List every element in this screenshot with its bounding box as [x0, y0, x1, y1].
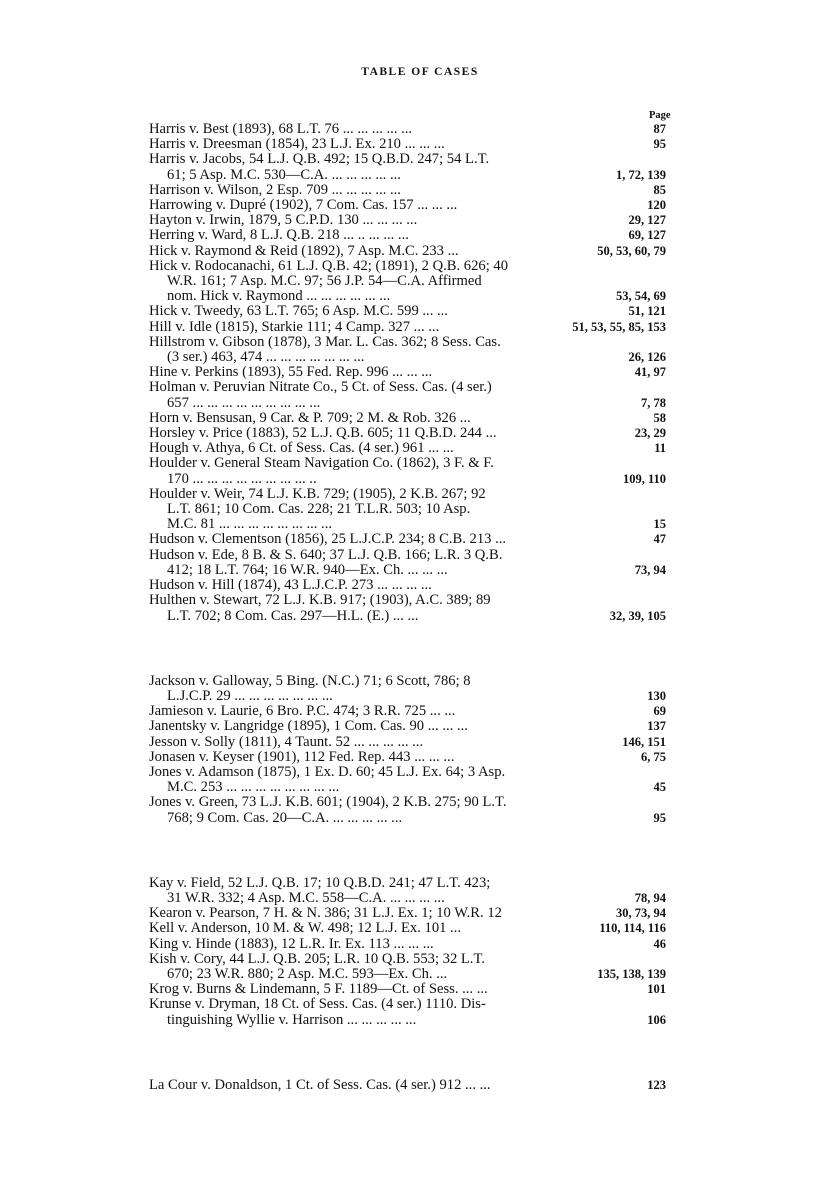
case-page-numbers: 87 [653, 122, 666, 136]
case-citation-line: tinguishing Wyllie v. Harrison ... ... ... ... ... [167, 1011, 417, 1028]
case-citation-line: Harris v. Jacobs, 54 L.J. Q.B. 492; 15 Q.B.D. 247; 54 L.T. [149, 151, 490, 168]
case-page-numbers: 58 [653, 410, 666, 425]
case-entry [149, 674, 666, 704]
case-page-numbers: 85 [653, 182, 666, 197]
case-page-numbers: 120 [647, 198, 666, 213]
case-page-numbers: 53, 54, 69 [616, 289, 666, 304]
case-page-numbers: 41, 97 [634, 365, 666, 380]
case-entry [149, 213, 666, 228]
case-page-numbers: 146, 151 [622, 734, 666, 749]
case-entry [149, 532, 666, 547]
case-citation-line: Harrison v. Wilson, 2 Esp. 709 ... ... ... ... ... [149, 181, 401, 198]
case-page-numbers: 32, 39, 105 [609, 608, 666, 623]
case-entry [149, 259, 666, 305]
case-entry [149, 426, 666, 441]
case-page-numbers: 11 [654, 441, 666, 456]
case-entry [149, 228, 666, 243]
case-page-numbers: 51, 53, 55, 85, 153 [572, 319, 666, 334]
case-entry [149, 441, 666, 456]
case-page-numbers: 73, 94 [634, 562, 666, 577]
case-entry [149, 593, 666, 623]
case-page-numbers: 46 [653, 936, 666, 951]
case-entry [149, 411, 666, 426]
case-citation-line: M.C. 253 ... ... ... ... ... ... ... ... [167, 779, 340, 796]
page-column-label: Page [649, 110, 671, 121]
case-citation-line: Krunse v. Dryman, 18 Ct. of Sess. Cas. (4 ser.) 1110. Dis- [149, 996, 486, 1013]
case-citation-line: Hine v. Perkins (1893), 55 Fed. Rep. 996 ... ... ... [149, 364, 433, 381]
case-entry [149, 198, 666, 213]
case-citation-line: Hillstrom v. Gibson (1878), 3 Mar. L. Cas. 362; 8 Sess. Cas. [149, 333, 501, 350]
case-page-numbers: 1, 72, 139 [616, 167, 666, 182]
case-citation-line: Jesson v. Solly (1811), 4 Taunt. 52 ... ... ... ... ... [149, 733, 424, 750]
case-page-numbers: 123 [647, 1077, 666, 1092]
case-citation-line: L.J.C.P. 29 ... ... ... ... ... ... ... [167, 687, 333, 704]
case-page-numbers: 69 [653, 704, 666, 719]
case-table [149, 122, 666, 1093]
case-citation-line: King v. Hinde (1883), 12 L.R. Ir. Ex. 113 ... ... ... [149, 935, 434, 952]
case-citation-line: W.R. 161; 7 Asp. M.C. 97; 56 J.P. 54—C.A. Affirmed [167, 273, 482, 290]
case-page-numbers: 51, 121 [628, 304, 666, 319]
case-citation-line: Hough v. Athya, 6 Ct. of Sess. Cas. (4 ser.) 961 ... ... [149, 440, 454, 457]
case-entry [149, 380, 666, 410]
case-page-numbers: 135, 138, 139 [597, 966, 666, 981]
case-page-numbers: 50, 53, 60, 79 [597, 243, 666, 258]
case-entry [149, 183, 666, 198]
case-citation-line: Kay v. Field, 52 L.J. Q.B. 17; 10 Q.B.D. 241; 47 L.T. 423; [149, 874, 491, 891]
case-page-numbers: 6, 75 [641, 749, 666, 764]
case-page-numbers: 137 [647, 719, 666, 734]
case-page-numbers: 26, 126 [628, 350, 666, 365]
case-citation-line: Hudson v. Ede, 8 B. & S. 640; 37 L.J. Q.B. 166; L.R. 3 Q.B. [149, 546, 503, 563]
case-citation-line: Hayton v. Irwin, 1879, 5 C.P.D. 130 ... ... ... ... [149, 212, 418, 229]
case-entry [149, 304, 666, 319]
case-page-numbers: 7, 78 [641, 395, 666, 410]
case-section [149, 876, 666, 1028]
case-entry [149, 795, 666, 825]
case-citation-line: Jones v. Green, 73 L.J. K.B. 601; (1904), 2 K.B. 275; 90 L.T. [149, 794, 507, 811]
case-entry [149, 244, 666, 259]
case-entry [149, 997, 666, 1027]
case-citation-line: 170 ... ... ... ... ... ... ... ... .. [167, 470, 317, 487]
case-page-numbers: 45 [653, 780, 666, 795]
case-citation-line: Horn v. Bensusan, 9 Car. & P. 709; 2 M. & Rob. 326 ... [149, 409, 471, 426]
case-citation-line: 768; 9 Com. Cas. 20—C.A. ... ... ... ... ... [167, 809, 403, 826]
case-page-numbers: 130 [647, 688, 666, 703]
case-entry [149, 548, 666, 578]
case-entry [149, 122, 666, 137]
case-citation-line: Holman v. Peruvian Nitrate Co., 5 Ct. of Sess. Cas. (4 ser.) [149, 379, 492, 396]
case-entry [149, 765, 666, 795]
case-page-numbers: 109, 110 [622, 471, 666, 486]
case-page-numbers: 69, 127 [628, 228, 666, 243]
case-citation-line: La Cour v. Donaldson, 1 Ct. of Sess. Cas. (4 ser.) 912 ... ... [149, 1076, 491, 1093]
case-entry [149, 921, 666, 936]
case-page-numbers: 29, 127 [628, 213, 666, 228]
case-citation-line: (3 ser.) 463, 474 ... ... ... ... ... ... ... [167, 349, 365, 366]
case-citation-line: L.T. 702; 8 Com. Cas. 297—H.L. (E.) ... ... [167, 607, 419, 624]
section-gap [149, 624, 666, 674]
case-citation-line: Jamieson v. Laurie, 6 Bro. P.C. 474; 3 R.R. 725 ... ... [149, 703, 456, 720]
section-gap [149, 1028, 666, 1078]
case-entry [149, 750, 666, 765]
case-section [149, 674, 666, 826]
case-citation-line: Horsley v. Price (1883), 52 L.J. Q.B. 605; 11 Q.B.D. 244 ... [149, 425, 497, 442]
case-page-numbers: 23, 29 [634, 426, 666, 441]
case-page-numbers: 30, 73, 94 [616, 906, 666, 921]
case-citation-line: Houlder v. Weir, 74 L.J. K.B. 729; (1905), 2 K.B. 267; 92 [149, 485, 486, 502]
running-header: TABLE OF CASES [361, 66, 479, 78]
case-section [149, 1078, 666, 1093]
case-entry [149, 982, 666, 997]
case-citation-line: Herring v. Ward, 8 L.J. Q.B. 218 ... .. ... ... ... [149, 227, 409, 244]
case-citation-line: Janentsky v. Langridge (1895), 1 Com. Cas. 90 ... ... ... [149, 718, 468, 735]
case-entry [149, 152, 666, 182]
case-section [149, 122, 666, 624]
case-entry [149, 578, 666, 593]
case-citation-line: 412; 18 L.T. 764; 16 W.R. 940—Ex. Ch. ... ... ... [167, 561, 448, 578]
case-citation-line: Harris v. Dreesman (1854), 23 L.J. Ex. 210 ... ... ... [149, 136, 445, 153]
case-entry [149, 456, 666, 486]
case-entry [149, 719, 666, 734]
case-page-numbers: 47 [653, 532, 666, 547]
case-citation-line: Jackson v. Galloway, 5 Bing. (N.C.) 71; 6 Scott, 786; 8 [149, 672, 471, 689]
case-entry [149, 952, 666, 982]
case-page-numbers: 101 [647, 982, 666, 997]
case-citation-line: 670; 23 W.R. 880; 2 Asp. M.C. 593—Ex. Ch. ... [167, 965, 448, 982]
case-page-numbers: 95 [653, 810, 666, 825]
case-citation-line: Jones v. Adamson (1875), 1 Ex. D. 60; 45 L.J. Ex. 64; 3 Asp. [149, 763, 506, 780]
case-citation-line: Hick v. Rodocanachi, 61 L.J. Q.B. 42; (1891), 2 Q.B. 626; 40 [149, 257, 508, 274]
case-citation-line: Jonasen v. Keyser (1901), 112 Fed. Rep. 443 ... ... ... [149, 748, 455, 765]
case-entry [149, 735, 666, 750]
case-citation-line: Kish v. Cory, 44 L.J. Q.B. 205; L.R. 10 Q.B. 553; 32 L.T. [149, 950, 485, 967]
case-citation-line: Hudson v. Hill (1874), 43 L.J.C.P. 273 ... ... ... ... [149, 577, 432, 594]
case-entry [149, 876, 666, 906]
case-page-numbers: 15 [653, 517, 666, 532]
case-citation-line: Hill v. Idle (1815), Starkie 111; 4 Camp. 327 ... ... [149, 318, 440, 335]
case-citation-line: Kearon v. Pearson, 7 H. & N. 386; 31 L.J. Ex. 1; 10 W.R. 12 [149, 905, 502, 922]
case-entry [149, 937, 666, 952]
case-citation-line: Hulthen v. Stewart, 72 L.J. K.B. 917; (1903), A.C. 389; 89 [149, 592, 491, 609]
case-page-numbers: 78, 94 [634, 890, 666, 905]
case-citation-line: Kell v. Anderson, 10 M. & W. 498; 12 L.J. Ex. 101 ... [149, 920, 462, 937]
case-citation-line: M.C. 81 ... ... ... ... ... ... ... ... [167, 516, 332, 533]
case-citation-line: Krog v. Burns & Lindemann, 5 F. 1189—Ct. of Sess. ... ... [149, 981, 488, 998]
case-citation-line: Harris v. Best (1893), 68 L.T. 76 ... ... ... ... ... [149, 121, 413, 137]
case-citation-line: Hudson v. Clementson (1856), 25 L.J.C.P. 234; 8 C.B. 213 ... [149, 531, 507, 548]
section-gap [149, 826, 666, 876]
case-entry [149, 137, 666, 152]
case-entry [149, 906, 666, 921]
case-citation-line: Houlder v. General Steam Navigation Co. (1862), 3 F. & F. [149, 455, 494, 472]
case-page-numbers: 110, 114, 116 [599, 921, 666, 936]
case-citation-line: Harrowing v. Dupré (1902), 7 Com. Cas. 157 ... ... ... [149, 197, 458, 214]
case-entry [149, 487, 666, 533]
case-citation-line: Hick v. Tweedy, 63 L.T. 765; 6 Asp. M.C. 599 ... ... [149, 303, 448, 320]
case-citation-line: 657 ... ... ... ... ... ... ... ... ... [167, 394, 321, 411]
case-citation-line: 61; 5 Asp. M.C. 530—C.A. ... ... ... ... ... [167, 166, 401, 183]
case-entry [149, 335, 666, 365]
case-entry [149, 704, 666, 719]
case-citation-line: 31 W.R. 332; 4 Asp. M.C. 558—C.A. ... ... ... ... [167, 889, 445, 906]
case-citation-line: Hick v. Raymond & Reid (1892), 7 Asp. M.C. 233 ... [149, 242, 459, 259]
case-citation-line: nom. Hick v. Raymond ... ... ... ... ... ... [167, 288, 391, 305]
case-entry [149, 320, 666, 335]
case-entry [149, 365, 666, 380]
case-citation-line: L.T. 861; 10 Com. Cas. 228; 21 T.L.R. 503; 10 Asp. [167, 501, 471, 518]
case-entry [149, 1078, 666, 1093]
case-page-numbers: 95 [653, 137, 666, 152]
case-page-numbers: 106 [647, 1012, 666, 1027]
